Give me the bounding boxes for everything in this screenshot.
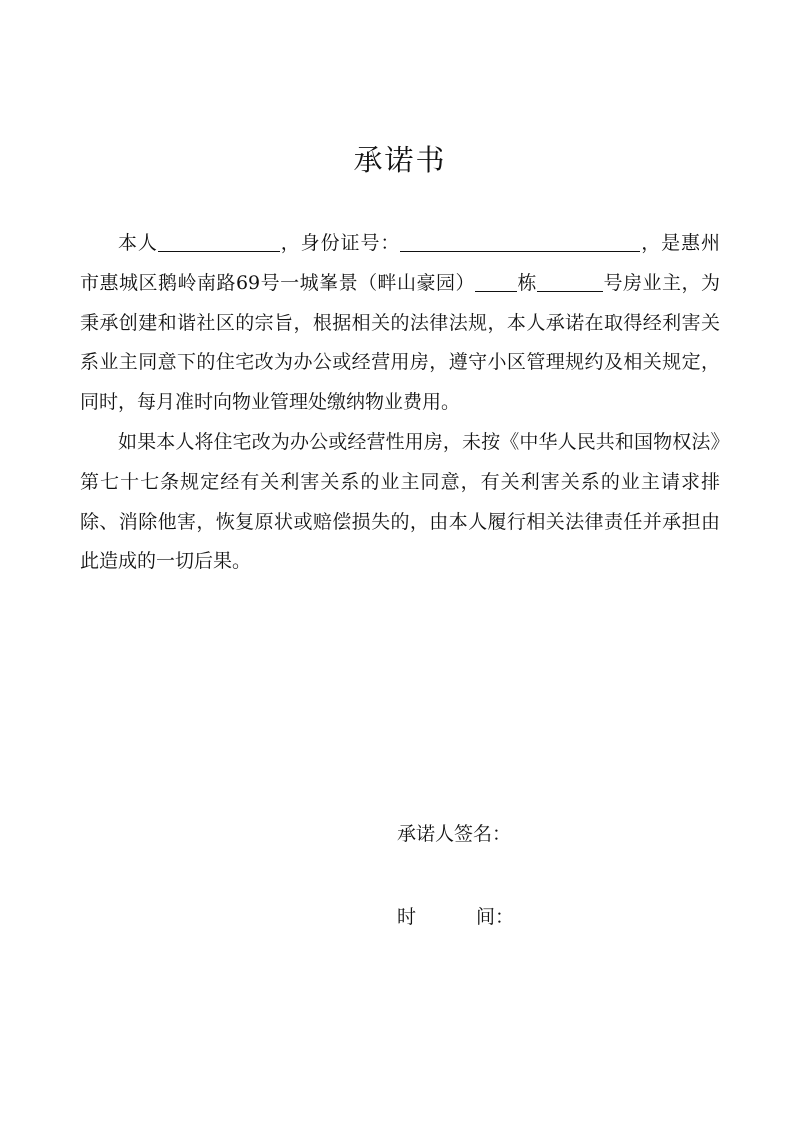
text-segment: 栋 bbox=[517, 271, 538, 294]
text-segment: ，身份证号： bbox=[279, 232, 401, 254]
signature-line bbox=[397, 820, 511, 848]
date-label-first: 时 bbox=[397, 906, 417, 928]
text-segment: 号房业主，为秉承创建和谐社区的宗旨，根据相关的法律法规，本人承诺在取得经利害关系业主同意下的住宅改为办公或经营用房，遵守小区管理规约及相关规定，同时，每月准时向物业管理处缴纳物业费用。 bbox=[80, 271, 720, 414]
document-title: 承诺书 bbox=[353, 143, 447, 177]
date-line bbox=[397, 903, 514, 931]
name-blank-field[interactable] bbox=[158, 232, 280, 252]
signature-label: 承诺人签名： bbox=[397, 823, 512, 845]
paragraph-liability: 如果本人将住宅改为办公或经营性用房，未按《中华人民共和国物权法》第七十七条规定经有关利害关系的业主同意，有关利害关系的业主请求排除、消除他害，恢复原状或赔偿损失的，由本人履行相关法律责任并承担由此造成的一切后果。 bbox=[80, 430, 720, 573]
document-body bbox=[80, 224, 720, 582]
date-label-second: 间： bbox=[476, 906, 515, 928]
room-blank-field[interactable] bbox=[537, 272, 603, 292]
text-segment: ，是惠州市惠城区鹅岭南路69号一城峯景（畔山豪园） bbox=[80, 232, 720, 294]
id-number-blank-field[interactable] bbox=[400, 232, 640, 252]
paragraph-pledge bbox=[80, 224, 720, 423]
text-segment: 本人 bbox=[118, 232, 158, 254]
building-blank-field[interactable] bbox=[475, 272, 517, 292]
